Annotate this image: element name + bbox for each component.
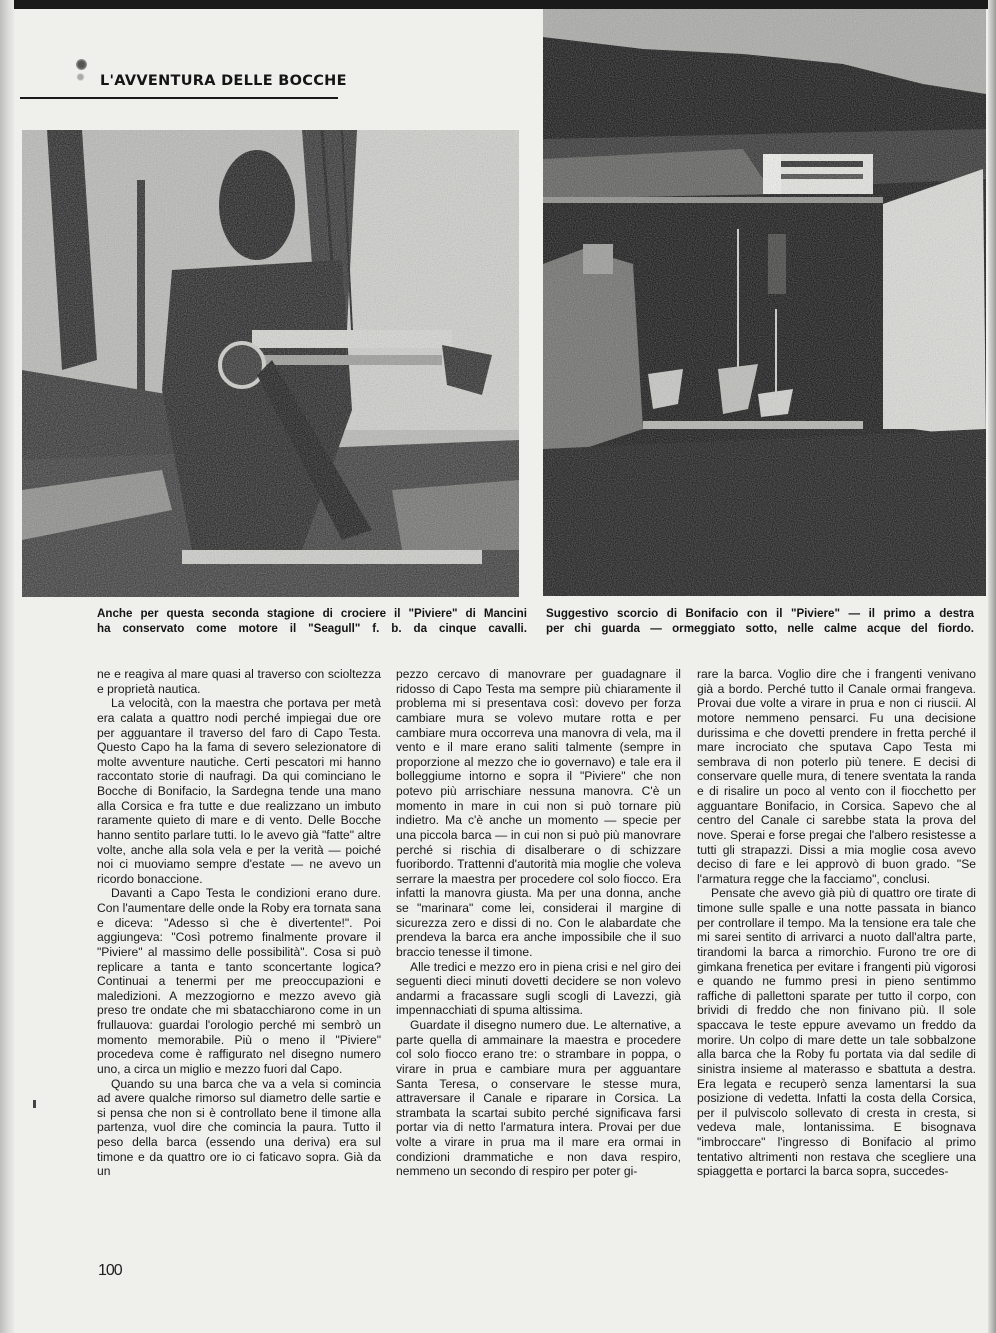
caption-line: ha conservato come motore il "Seagull" f. b. da cinque cavalli. xyxy=(97,622,527,635)
paragraph: Alle tredici e mezzo ero in piena crisi e nel giro dei seguenti dieci minuti dovetti decidere se non volevo andarmi a fracassare sugli scogli di Lavezzi, già impennacchiati di spuma altissima. xyxy=(396,959,681,1018)
paragraph: ne e reagiva al mare quasi al traverso con scioltezza e proprietà nautica. xyxy=(97,667,381,696)
page-number: 100 xyxy=(98,1262,122,1279)
ink-blot xyxy=(76,73,85,81)
paragraph: Davanti a Capo Testa le condizioni erano dure. Con l'aumentare delle onde la Roby era tornata sana e diceva: "Adesso sì che è divertente!". Poi aggiungeva: "Così potremo finalmente provare il "Piviere" al massimo delle possibilità". Cosa si può replicare a tanta e tanto sconcertante logica? Continuai a tenermi per me preoccupazioni e maledizioni. A mezzogiorno e mezzo avevo già preso tre ondate che mi sbatacchiarono come in un frullauova: guardai l'orologio perché mi sembrò un momento memorabile. Più o meno il "Piviere" procedeva come è raffigurato nel disegno numero uno, a circa un miglio e mezzo fuori dal Capo. xyxy=(97,886,381,1076)
paragraph: pezzo cercavo di manovrare per guadagnare il ridosso di Capo Testa ma sempre più chiaramente il problema mi si presentava così: dovevo per forza cambiare mura se volevo mutare rotta e per cambiare mura occorreva una manovra di vela, ma il vento e il mare erano saliti talmente (sempre in proporzione al mezzo che io governavo) e tale era il bolleggiume intorno e sopra il "Piviere" che non potevo più arrischiare nessuna manovra. C'è un momento in mare in cui non si può tornare più indietro. Ma c'è anche un momento — specie per una piccola barca — in cui non si può più manovrare perché si rischia di disalberare o di schizzare fuoribordo. Trattenni d'autorità mia moglie che voleva serrare la maestra per procedere col solo fiocco. Era infatti la manovra giusta. Ma per una donna, anche se "marinara" come lei, considerai il margine di sicurezza zero e dissi di no. Con le alabardate che prendeva la barca era anche impossibile che il suo braccio tenesse il timone. xyxy=(396,667,681,959)
paragraph: La velocità, con la maestra che portava per metà era calata a quattro nodi perché impiegai due ore per agguantare il traverso del faro di Capo Testa. Questo Capo ha la fama di severo selezionatore di molte avventure nautiche. Certi pescatori mi hanno raccontato storie di naufragi. Da qui cominciano le Bocche di Bonifacio, la Sardegna tende una mano alla Corsica e fra tutte e due realizzano un imbuto raramente quieto di mare e di vento. Delle Bocche hanno sentito parlare tutti. Io le avevo già "fatte" altre volte, anche alla sola vela e per la verità — poiché noi ci muoviamo sempre d'estate — ne avevo un ricordo bonaccione. xyxy=(97,696,381,886)
photo-bonifacio xyxy=(543,9,986,596)
article-column-2 xyxy=(396,667,681,1179)
caption-line: Suggestivo scorcio di Bonifacio con il "Piviere" — il primo a destra xyxy=(546,607,974,620)
paragraph: Quando su una barca che va a vela si comincia ad avere qualche rimorso sul diametro delle sartie e si pensa che non si è controllato bene il timone alla partenza, vuol dire che comincia la paura. Tutto il peso della barca (essendo una deriva) era sul timone e da quattro ore io ci faticavo sopra. Già da un xyxy=(97,1076,381,1179)
caption-line: Anche per questa seconda stagione di crociere il "Piviere" di Mancini xyxy=(97,607,527,620)
section-title: L'AVVENTURA DELLE BOCCHE xyxy=(100,73,347,89)
paragraph: Pensate che avevo già più di quattro ore tirate di timone sulle spalle e una notte passata in bianco per controllare il tempo. Ma la tensione era tale che mi sarei sentito di arrivarci a nuoto dall'altra parte, tirandomi la barca a rimorchio. Furono tre ore di gimkana frenetica per evitare i frangenti più vigorosi e quando ne fummo presi in pieno sentimmo raffiche di pallettoni sparate per tutto il corpo, con brividi di freddo che non finivano più. Il sole spaccava le teste eppure avevamo un freddo da morire. Un colpo di mare dette un tale sobbalzone alla barca che la Roby fu portata via dal sedile di sinistra insieme al materasso e sbattuta a destra. Era legata e recuperò senza lamentarsi la sua posizione di vedetta. Infatti la costa della Corsica, per il pulviscolo sollevato di cresta in cresta, si vedeva male, lontanissima. E bisognava "imbroccare" l'ingresso di Bonifacio al primo tentativo altrimenti non restava che scegliere una spiaggetta e portarci la barca sopra, succedes- xyxy=(697,886,976,1179)
caption-line: per chi guarda — ormeggiato sotto, nelle calme acque del fiordo. xyxy=(546,622,974,635)
paragraph: rare la barca. Voglio dire che i frangenti venivano già a bordo. Perché tutto il Canale ormai frangeva. Provai due volte a virare in prua e non ci riuscii. Al motore nemmeno pensarci. Fu una decisione durissima e che dovetti prendere in fretta perché il mare incrociato che sputava Capo Testa mi sembrava di non poterlo più tenere. E decisi di conservare quelle mura, di tenere sventata la randa e di risalire un poco al vento con il fiocchetto per agguantare Bonifacio, in Corsica. Sapevo che al centro del Canale ci sarebbe stata la prova del nove. Sperai e forse pregai che l'albero resistesse a tutti gli strapazzi. Dissi a mia moglie cosa avevo deciso di fare e lei approvò di buon grado. "Se l'armatura regge che la facciamo", conclusi. xyxy=(697,667,976,886)
photo-bonifacio-fjord-boats-icon xyxy=(543,9,986,596)
margin-mark xyxy=(33,1100,36,1108)
article-column-1 xyxy=(97,667,381,1179)
scan-top-border xyxy=(0,0,996,9)
scan-right-edge xyxy=(988,0,996,1333)
photo-caption-right xyxy=(546,606,974,636)
article-column-3 xyxy=(697,667,976,1179)
photo-sailor-motor xyxy=(22,130,519,597)
scan-left-edge xyxy=(0,0,14,1333)
ink-blot xyxy=(76,59,87,70)
paragraph: Guardate il disegno numero due. Le alternative, a parte quella di ammainare la maestra e procedere col solo fiocco erano tre: o strambare in poppa, o virare in prua e cambiare mura per agguantare Santa Teresa, o conservare le stesse mura, attraversare il Canale e riparare in Corsica. La strambata la scartai subito perché significava farsi portar via di netto l'armatura intera. Provai per due volte a virare in prua ma il mare era ormai in condizioni drammatiche e non dava respiro, nemmeno un secondo di respiro per poter gi- xyxy=(396,1018,681,1179)
title-underline xyxy=(20,97,338,99)
photo-caption-left xyxy=(97,606,527,636)
photo-sailor-with-outboard-motor-icon xyxy=(22,130,519,597)
